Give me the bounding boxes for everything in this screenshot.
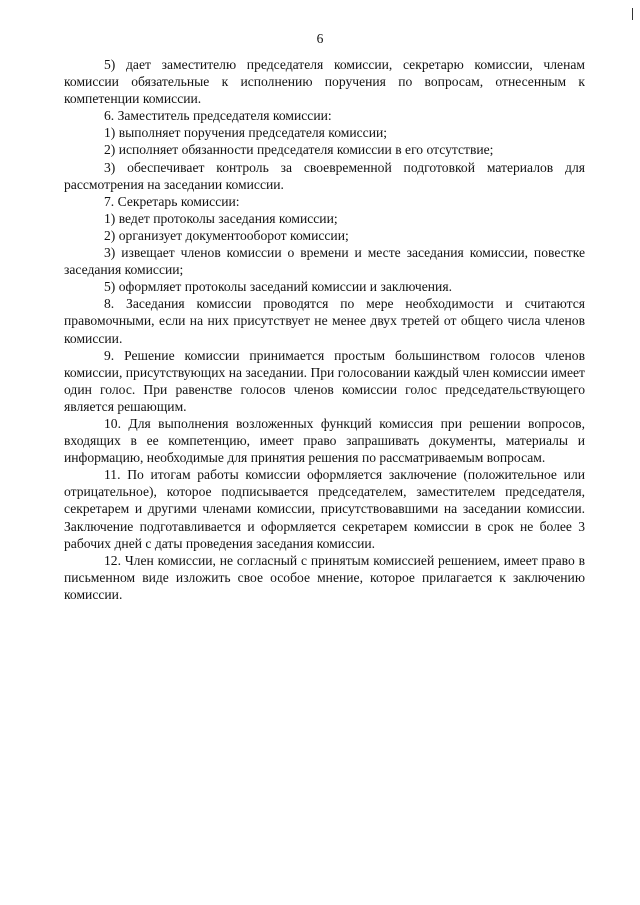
- paragraph: 9. Решение комиссии принимается простым большинством голосов членов комиссии, присутствующих на заседании. При голосовании каждый член комиссии имеет один голос. При равенстве голосов членов комиссии голос председательствующего является решающим.: [64, 347, 585, 414]
- paragraph: 1) ведет протоколы заседания комиссии;: [104, 210, 338, 226]
- paragraph: 11. По итогам работы комиссии оформляется заключение (положительное или отрицательное), которое подписывается председателем, заместителем председателя, секретарем и другими членами комиссии, присутствовавшими на заседании комиссии. Заключение подготавливается и оформляется секретарем комиссии в срок не более 3 рабочих дней с даты проведения заседания комиссии.: [64, 467, 585, 551]
- paragraph: 12. Член комиссии, не согласный с принятым комиссией решением, имеет право в письменном виде изложить свое особое мнение, которое прилагается к заключению комиссии.: [64, 552, 585, 602]
- scan-edge-mark: [632, 8, 633, 20]
- paragraph: 5) оформляет протоколы заседаний комиссии и заключения.: [104, 279, 452, 295]
- paragraph: 2) организует документооборот комиссии;: [104, 227, 349, 243]
- paragraph: 7. Секретарь комиссии:: [104, 193, 240, 209]
- paragraph: 10. Для выполнения возложенных функций комиссия при решении вопросов, входящих в ее компетенцию, имеет право запрашивать документы, материалы и информацию, необходимые для принятия решения по рассматриваемым вопросам.: [64, 415, 585, 466]
- paragraph: 1) выполняет поручения председателя комиссии;: [104, 125, 388, 141]
- paragraph: 2) исполняет обязанности председателя комиссии в его отсутствие;: [104, 142, 494, 158]
- paragraph: 5) дает заместителю председателя комиссии, секретарю комиссии, членам комиссии обязательные к исполнению поручения по вопросам, отнесенным к компетенции комиссии.: [64, 57, 585, 107]
- document-body: [64, 56, 585, 603]
- paragraph: 3) обеспечивает контроль за своевременной подготовкой материалов для рассмотрения на заседании комиссии.: [64, 159, 585, 192]
- paragraph: 6. Заместитель председателя комиссии:: [104, 108, 332, 124]
- page-number: 6: [316, 31, 324, 46]
- paragraph: 8. Заседания комиссии проводятся по мере необходимости и считаются правомочными, если на них присутствует не менее двух третей от общего числа членов комиссии.: [64, 296, 585, 346]
- paragraph: 3) извещает членов комиссии о времени и месте заседания комиссии, повестке заседания комиссии;: [64, 245, 585, 278]
